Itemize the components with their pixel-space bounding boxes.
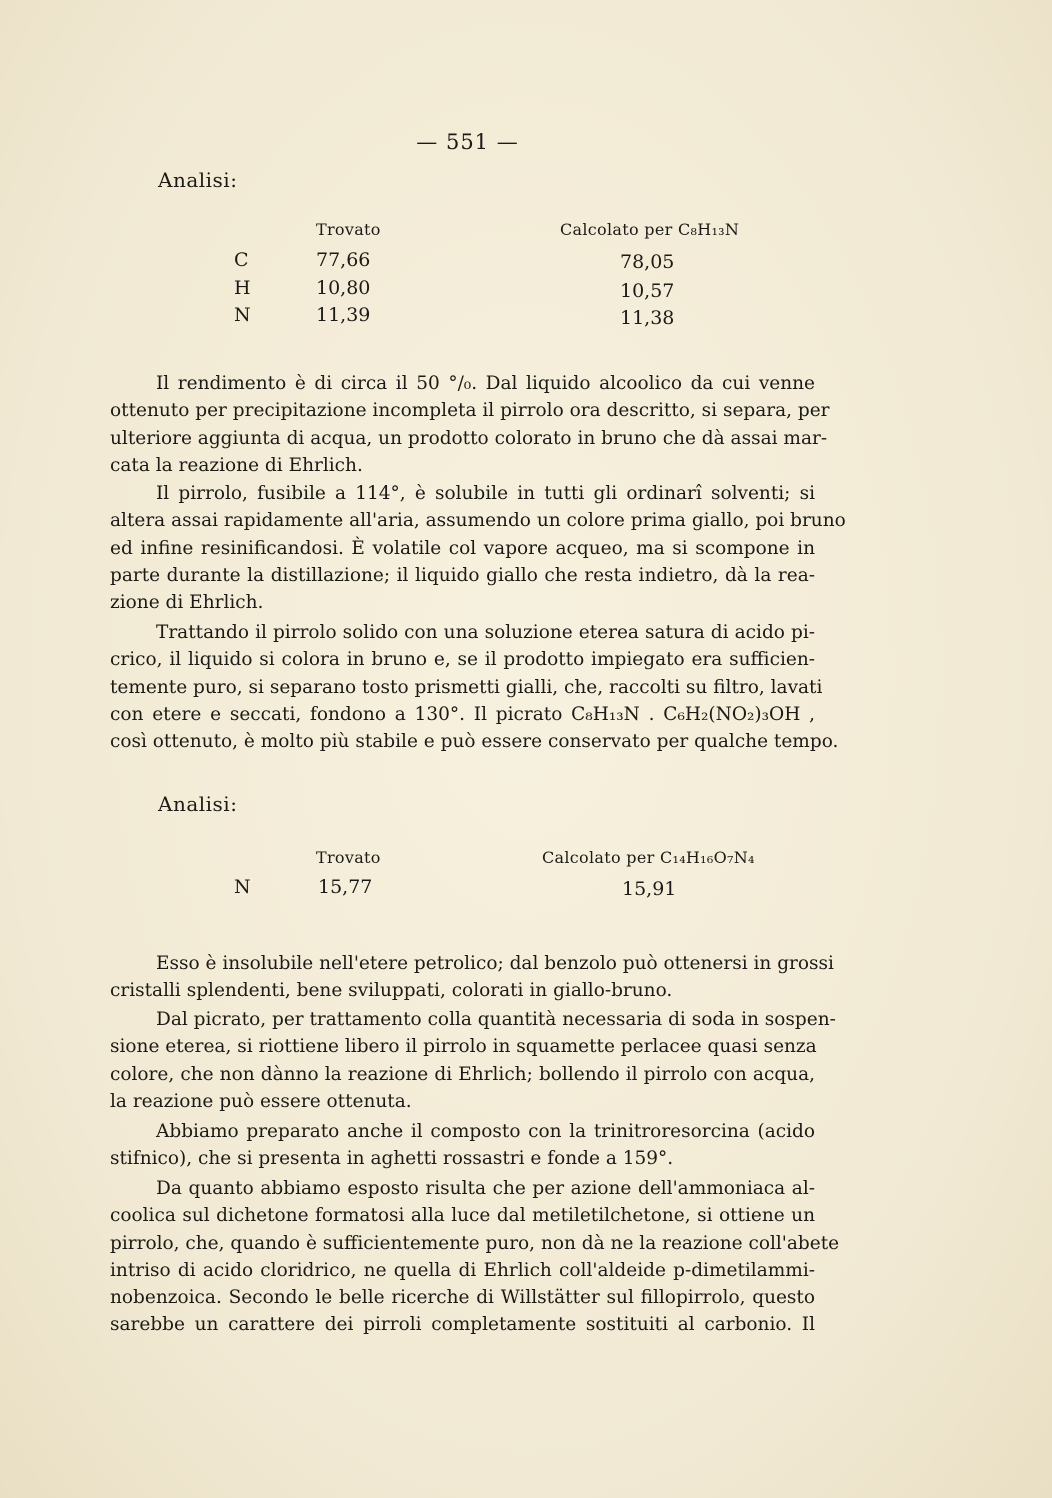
text-line: temente puro, si separano tosto prismetti gialli, che, raccolti su filtro, lavati	[110, 676, 823, 698]
table-row-calculated: 78,05	[620, 251, 675, 273]
analysis-heading: Analisi:	[158, 168, 238, 192]
text-line: sione eterea, si riottiene libero il pirrolo in squamette perlacee quasi senza	[110, 1036, 817, 1058]
analysis-heading: Analisi:	[158, 792, 238, 816]
text-line: colore, che non dànno la reazione di Ehrlich; bollendo il pirrolo con acqua,	[110, 1063, 815, 1085]
text-line: pirrolo, che, quando è sufficientemente puro, non dà ne la reazione coll'abete	[110, 1232, 840, 1254]
paragraph-recovery	[110, 1006, 836, 1115]
table-row-found: 15,77	[318, 876, 373, 898]
text-line: ulteriore aggiunta di acqua, un prodotto colorato in bruno che dà assai mar-	[110, 427, 828, 449]
table-row-calculated: 11,38	[620, 307, 675, 329]
text-line: Esso è insolubile nell'etere petrolico; dal benzolo può ottenersi in grossi	[156, 953, 834, 974]
paragraph-yield	[110, 370, 830, 479]
table-row-found: 10,80	[316, 277, 371, 299]
paragraph-conclusion	[110, 1175, 840, 1339]
column-header-found: Trovato	[316, 848, 381, 867]
text-line: sarebbe un carattere dei pirroli completamente sostituiti al carbonio. Il	[110, 1314, 815, 1336]
text-line: Da quanto abbiamo esposto risulta che per azione dell'ammoniaca al-	[156, 1178, 815, 1199]
text-line: Dal picrato, per trattamento colla quantità necessaria di soda in sospen-	[156, 1009, 836, 1030]
text-line: la reazione può essere ottenuta.	[110, 1090, 412, 1112]
text-line: così ottenuto, è molto più stabile e può essere conservato per qualche tempo.	[110, 731, 839, 753]
table-row-found: 77,66	[316, 249, 371, 271]
page-number: — 551 —	[416, 130, 519, 154]
column-header-calculated: Calcolato per C₈H₁₃N	[560, 220, 740, 239]
text-line: cata la reazione di Ehrlich.	[110, 454, 363, 476]
table-row-calculated: 15,91	[622, 878, 677, 900]
text-line: Il pirrolo, fusibile a 114°, è solubile in tutti gli ordinarî solventi; si	[156, 483, 815, 504]
text-line: con etere e seccati, fondono a 130°. Il picrato C₈H₁₃N . C₆H₂(NO₂)₃OH ,	[110, 703, 815, 725]
paragraph-solubility	[110, 950, 834, 1005]
text-line: Il rendimento è di circa il 50 °/₀. Dal liquido alcoolico da cui venne	[156, 373, 815, 394]
text-line: crico, il liquido si colora in bruno e, se il prodotto impiegato era sufficien-	[110, 649, 815, 671]
table-row-element: H	[234, 277, 251, 299]
table-row-calculated: 10,57	[620, 280, 675, 302]
text-line: coolica sul dichetone formatosi alla luce dal metiletilchetone, si ottiene un	[110, 1205, 815, 1227]
text-line: parte durante la distillazione; il liquido giallo che resta indietro, dà la rea-	[110, 564, 815, 586]
text-line: cristalli splendenti, bene sviluppati, colorati in giallo-bruno.	[110, 980, 673, 1002]
text-line: nobenzoica. Secondo le belle ricerche di Willstätter sul fillopirrolo, questo	[110, 1287, 815, 1309]
text-line: intriso di acido cloridrico, ne quella di Ehrlich coll'aldeide p-dimetilammi-	[110, 1259, 815, 1281]
text-line: altera assai rapidamente all'aria, assumendo un colore prima giallo, poi bruno	[110, 510, 846, 532]
table-row-element: C	[234, 249, 249, 271]
paragraph-styphnic	[110, 1118, 815, 1173]
table-row-element: N	[234, 876, 251, 898]
text-line: stifnico), che si presenta in aghetti rossastri e fonde a 159°.	[110, 1148, 674, 1170]
text-line: Trattando il pirrolo solido con una soluzione eterea satura di acido pi-	[156, 622, 815, 643]
table-row-found: 11,39	[316, 304, 371, 326]
text-line: ed infine resinificandosi. È volatile col vapore acqueo, ma si scompone in	[110, 537, 815, 559]
text-line: ottenuto per precipitazione incompleta il pirrolo ora descritto, si separa, per	[110, 400, 830, 422]
text-line: Abbiamo preparato anche il composto con la trinitroresorcina (acido	[156, 1121, 815, 1142]
column-header-found: Trovato	[316, 220, 381, 239]
column-header-calculated: Calcolato per C₁₄H₁₆O₇N₄	[542, 848, 755, 867]
table-row-element: N	[234, 304, 251, 326]
text-line: zione di Ehrlich.	[110, 592, 264, 614]
paragraph-picrate	[110, 619, 839, 755]
paragraph-properties	[110, 480, 846, 616]
